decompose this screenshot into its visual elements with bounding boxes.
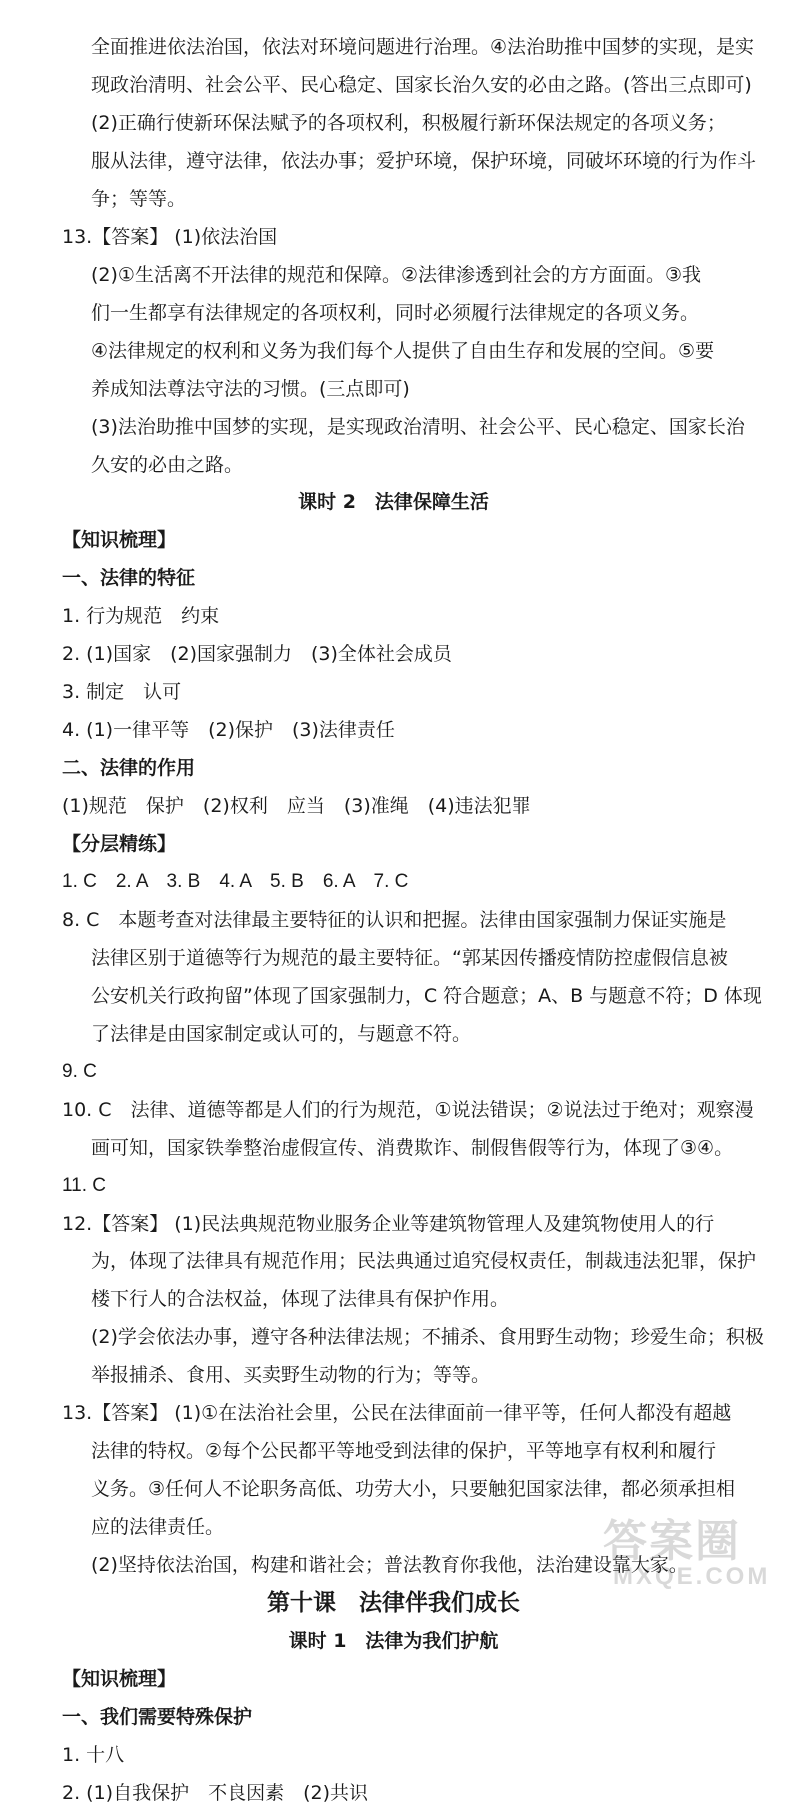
text-line-13: 课时 2 法律保障生活 [298, 491, 489, 514]
text-line-37: 13.【答案】 (1)①在法治社会里，公民在法律面前一律平等，任何人都没有超越 [62, 1402, 732, 1425]
text-line-32: 12.【答案】 (1)民法典规范物业服务企业等建筑物管理人及建筑物使用人的行 [62, 1212, 715, 1235]
text-line-25: 法律区别于道德等行为规范的最主要特征。“郭某因传播疫情防控虚假信息被 [91, 946, 728, 969]
text-line-46: 1. 十八 [62, 1743, 125, 1766]
text-line-44: 【知识梳理】 [62, 1667, 177, 1690]
watermark-logo [585, 1505, 775, 1595]
text-line-4: 服从法律，遵守法律，依法办事；爱护环境，保护环境，同破坏环境的行为作斗 [91, 149, 757, 172]
text-line-33: 为，体现了法律具有规范作用；民法典通过追究侵权责任，制裁违法犯罪，保护 [91, 1250, 757, 1273]
text-line-9: ④法律规定的权利和义务为我们每个人提供了自由生存和发展的空间。⑤要 [91, 339, 715, 362]
text-line-47: 2. (1)自我保护 不良因素 (2)共识 [62, 1781, 368, 1804]
text-line-34: 楼下行人的合法权益，体现了法律具有保护作用。 [91, 1288, 510, 1311]
text-line-17: 2. (1)国家 (2)国家强制力 (3)全体社会成员 [62, 643, 452, 666]
text-line-22: 【分层精练】 [62, 833, 177, 855]
watermark-top-text: 答案圈 [603, 1516, 741, 1567]
text-line-8: 们一生都享有法律规定的各项权利，同时必须履行法律规定的各项义务。 [91, 301, 700, 324]
text-line-35: (2)学会依法办事，遵守各种法律法规；不捕杀、食用野生动物；珍爱生命；积极 [91, 1326, 764, 1349]
text-line-5: 争；等等。 [91, 187, 187, 210]
text-line-14: 【知识梳理】 [62, 529, 177, 552]
text-line-21: (1)规范 保护 (2)权利 应当 (3)准绳 (4)违法犯罪 [62, 795, 531, 817]
text-line-24: 8. C 本题考查对法律最主要特征的认识和把握。法律由国家强制力保证实施是 [62, 908, 727, 931]
text-line-40: 应的法律责任。 [91, 1516, 225, 1539]
text-line-27: 了法律是由国家制定或认可的，与题意不符。 [91, 1022, 472, 1045]
text-line-23: 1. C 2. A 3. B 4. A 5. B 6. A 7. C [62, 870, 409, 892]
text-line-39: 义务。③任何人不论职务高低、功劳大小，只要触犯国家法律，都必须承担相 [91, 1478, 736, 1501]
text-line-36: 举报捕杀、食用、买卖野生动物的行为；等等。 [91, 1364, 491, 1387]
text-line-6: 13.【答案】 (1)依法治国 [62, 225, 278, 248]
text-line-29: 10. C 法律、道德等都是人们的行为规范，①说法错误；②说法过于绝对；观察漫 [62, 1098, 754, 1121]
text-line-31: 11. C [62, 1174, 107, 1196]
text-line-15: 一、法律的特征 [62, 567, 196, 590]
text-line-12: 久安的必由之路。 [91, 453, 244, 476]
text-line-26: 公安机关行政拘留”体现了国家强制力，C 符合题意；A、B 与题意不符；D 体现 [91, 984, 762, 1007]
text-line-3: (2)正确行使新环保法赋予的各项权利，积极履行新环保法规定的各项义务； [91, 111, 726, 134]
text-line-7: (2)①生活离不开法律的规范和保障。②法律渗透到社会的方方面面。③我 [91, 263, 702, 286]
text-line-20: 二、法律的作用 [62, 757, 196, 780]
text-line-28: 9. C [62, 1060, 97, 1082]
text-line-43: 课时 1 法律为我们护航 [288, 1629, 499, 1652]
text-line-45: 一、我们需要特殊保护 [62, 1705, 253, 1728]
text-line-30: 画可知，国家铁拳整治虚假宣传、消费欺诈、制假售假等行为，体现了③④。 [91, 1136, 734, 1159]
text-line-41: (2)坚持依法治国，构建和谐社会；普法教育你我他，法治建设靠大家。 [91, 1554, 688, 1576]
text-line-19: 4. (1)一律平等 (2)保护 (3)法律责任 [62, 719, 395, 742]
text-line-16: 1. 行为规范 约束 [62, 605, 220, 628]
text-line-18: 3. 制定 认可 [62, 681, 182, 704]
text-line-42: 第十课 法律伴我们成长 [267, 1590, 520, 1616]
text-line-11: (3)法治助推中国梦的实现，是实现政治清明、社会公平、民心稳定、国家长治 [91, 415, 745, 438]
text-line-1: 全面推进依法治国，依法对环境问题进行治理。④法治助推中国梦的实现，是实 [91, 36, 755, 58]
text-line-10: 养成知法尊法守法的习惯。(三点即可) [91, 377, 410, 400]
text-line-2: 现政治清明、社会公平、民心稳定、国家长治久安的必由之路。(答出三点即可) [91, 74, 752, 96]
watermark-url-text: MXQE.COM [613, 1563, 771, 1590]
text-line-38: 法律的特权。②每个公民都平等地受到法律的保护，平等地享有权利和履行 [91, 1440, 717, 1463]
